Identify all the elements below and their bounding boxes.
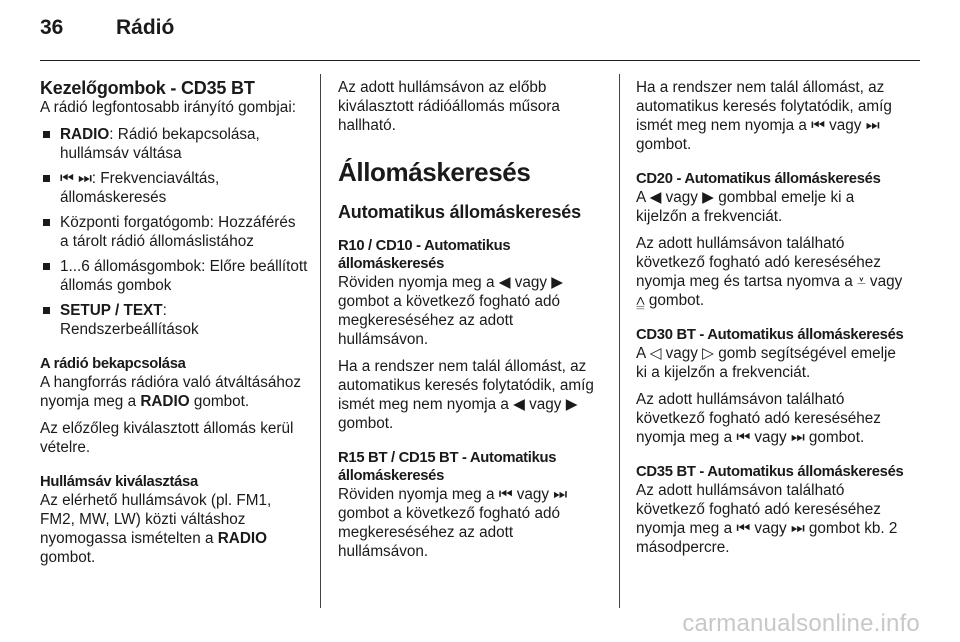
- list-item: [40, 169, 308, 207]
- list-item-text: ⏮ ⏭: Frekvenciaváltás, állomáskeresés: [60, 170, 220, 206]
- paragraph: [40, 491, 308, 567]
- section-subheading-auto-search: Automatikus állomáskeresés: [338, 202, 581, 222]
- paragraph: A ◀ vagy ▶ gombbal emelje ki a kijelzőn a frekvenciát.: [636, 189, 855, 225]
- column-divider-1: [320, 74, 321, 608]
- subheading-cd30bt: CD30 BT - Automatikus állomáskeresés: [636, 327, 904, 343]
- subheading-r15bt-cd15bt: R15 BT / CD15 BT - Automatikus állomáskeresés: [338, 450, 557, 484]
- list-item-text: : Rendszerbeállítások: [60, 302, 199, 338]
- subheading-band-select: Hullámsáv kiválasztása: [40, 474, 198, 490]
- page-title: Rádió: [116, 16, 175, 39]
- list-item: [40, 257, 308, 295]
- paragraph: Az adott hullámsávon az előbb kiválasztott rádióállomás műsora hallható.: [338, 79, 560, 134]
- text-run: gombot.: [40, 549, 96, 566]
- paragraph: Röviden nyomja meg a ⏮ vagy ⏭ gombot a következő fogható adó megkereséséhez az adott hullámsávon.: [338, 486, 568, 560]
- text-run: gombot.: [189, 393, 250, 410]
- list-item-text: Központi forgatógomb: Hozzáférés a tárolt rádió állomáslistához: [60, 214, 296, 250]
- list-item-text: : Rádió bekapcsolása, hullámsáv váltása: [60, 126, 260, 162]
- header-rule: [40, 60, 920, 61]
- page-number: 36: [40, 16, 64, 39]
- paragraph: [40, 373, 308, 411]
- paragraph: Ha a rendszer nem talál állomást, az automatikus keresés folytatódik, amíg ismét meg nem nyomja a ◀ vagy ▶ gombot.: [338, 358, 594, 432]
- subheading-radio-on: A rádió bekapcsolása: [40, 356, 186, 372]
- subheading-cd20: CD20 - Automatikus állomáskeresés: [636, 171, 881, 187]
- column-3: [636, 78, 908, 565]
- paragraph: Az adott hullámsávon található következő fogható adó kereséséhez nyomja meg és tartsa nyomva a ⩡ vagy ⩠ gombot.: [636, 235, 903, 309]
- subheading-r10-cd10: R10 / CD10 - Automatikus állomáskeresés: [338, 238, 511, 272]
- controls-list: [40, 125, 308, 339]
- list-item: [40, 213, 308, 251]
- section-heading-controls: Kezelőgombok - CD35 BT: [40, 78, 255, 98]
- text-run-bold: RADIO: [217, 530, 268, 547]
- section-heading-station-search: Állomáskeresés: [338, 157, 531, 187]
- paragraph: Az adott hullámsávon található következő fogható adó kereséséhez nyomja meg a ⏮ vagy ⏭ gombot.: [636, 391, 881, 446]
- paragraph: A ◁ vagy ▷ gomb segítségével emelje ki a kijelzőn a frekvenciát.: [636, 345, 896, 381]
- controls-intro: A rádió legfontosabb irányító gombjai:: [40, 99, 296, 116]
- list-item-text: 1...6 állomásgombok: Előre beállított állomás gombok: [60, 258, 308, 294]
- text-run-bold: RADIO: [140, 393, 190, 410]
- paragraph: Röviden nyomja meg a ◀ vagy ▶ gombot a következő fogható adó megkereséséhez az adott hullámsávon.: [338, 274, 564, 348]
- column-1: [40, 78, 308, 575]
- paragraph: Az előzőleg kiválasztott állomás kerül vételre.: [40, 420, 294, 456]
- column-2: [338, 78, 606, 569]
- list-item-bold: RADIO: [60, 126, 110, 143]
- column-divider-2: [619, 74, 620, 608]
- paragraph: Ha a rendszer nem talál állomást, az automatikus keresés folytatódik, amíg ismét meg nem nyomja a ⏮ vagy ⏭ gombot.: [636, 79, 892, 153]
- text-run: Az elérhető hullámsávok (pl. FM1, FM2, MW, LW) közti váltáshoz nyomogassa ismételten a: [40, 492, 272, 547]
- subheading-cd35bt: CD35 BT - Automatikus állomáskeresés: [636, 464, 904, 480]
- paragraph: Az adott hullámsávon található következő fogható adó kereséséhez nyomja meg a ⏮ vagy ⏭ gombot kb. 2 másodpercre.: [636, 482, 898, 556]
- list-item: [40, 301, 308, 339]
- page-header: [40, 16, 920, 52]
- list-item-bold: SETUP / TEXT: [60, 302, 163, 319]
- list-item: [40, 125, 308, 163]
- text-run: A hangforrás rádióra való átváltásához nyomja meg a: [40, 374, 302, 410]
- watermark: carmanualsonline.info: [682, 610, 920, 637]
